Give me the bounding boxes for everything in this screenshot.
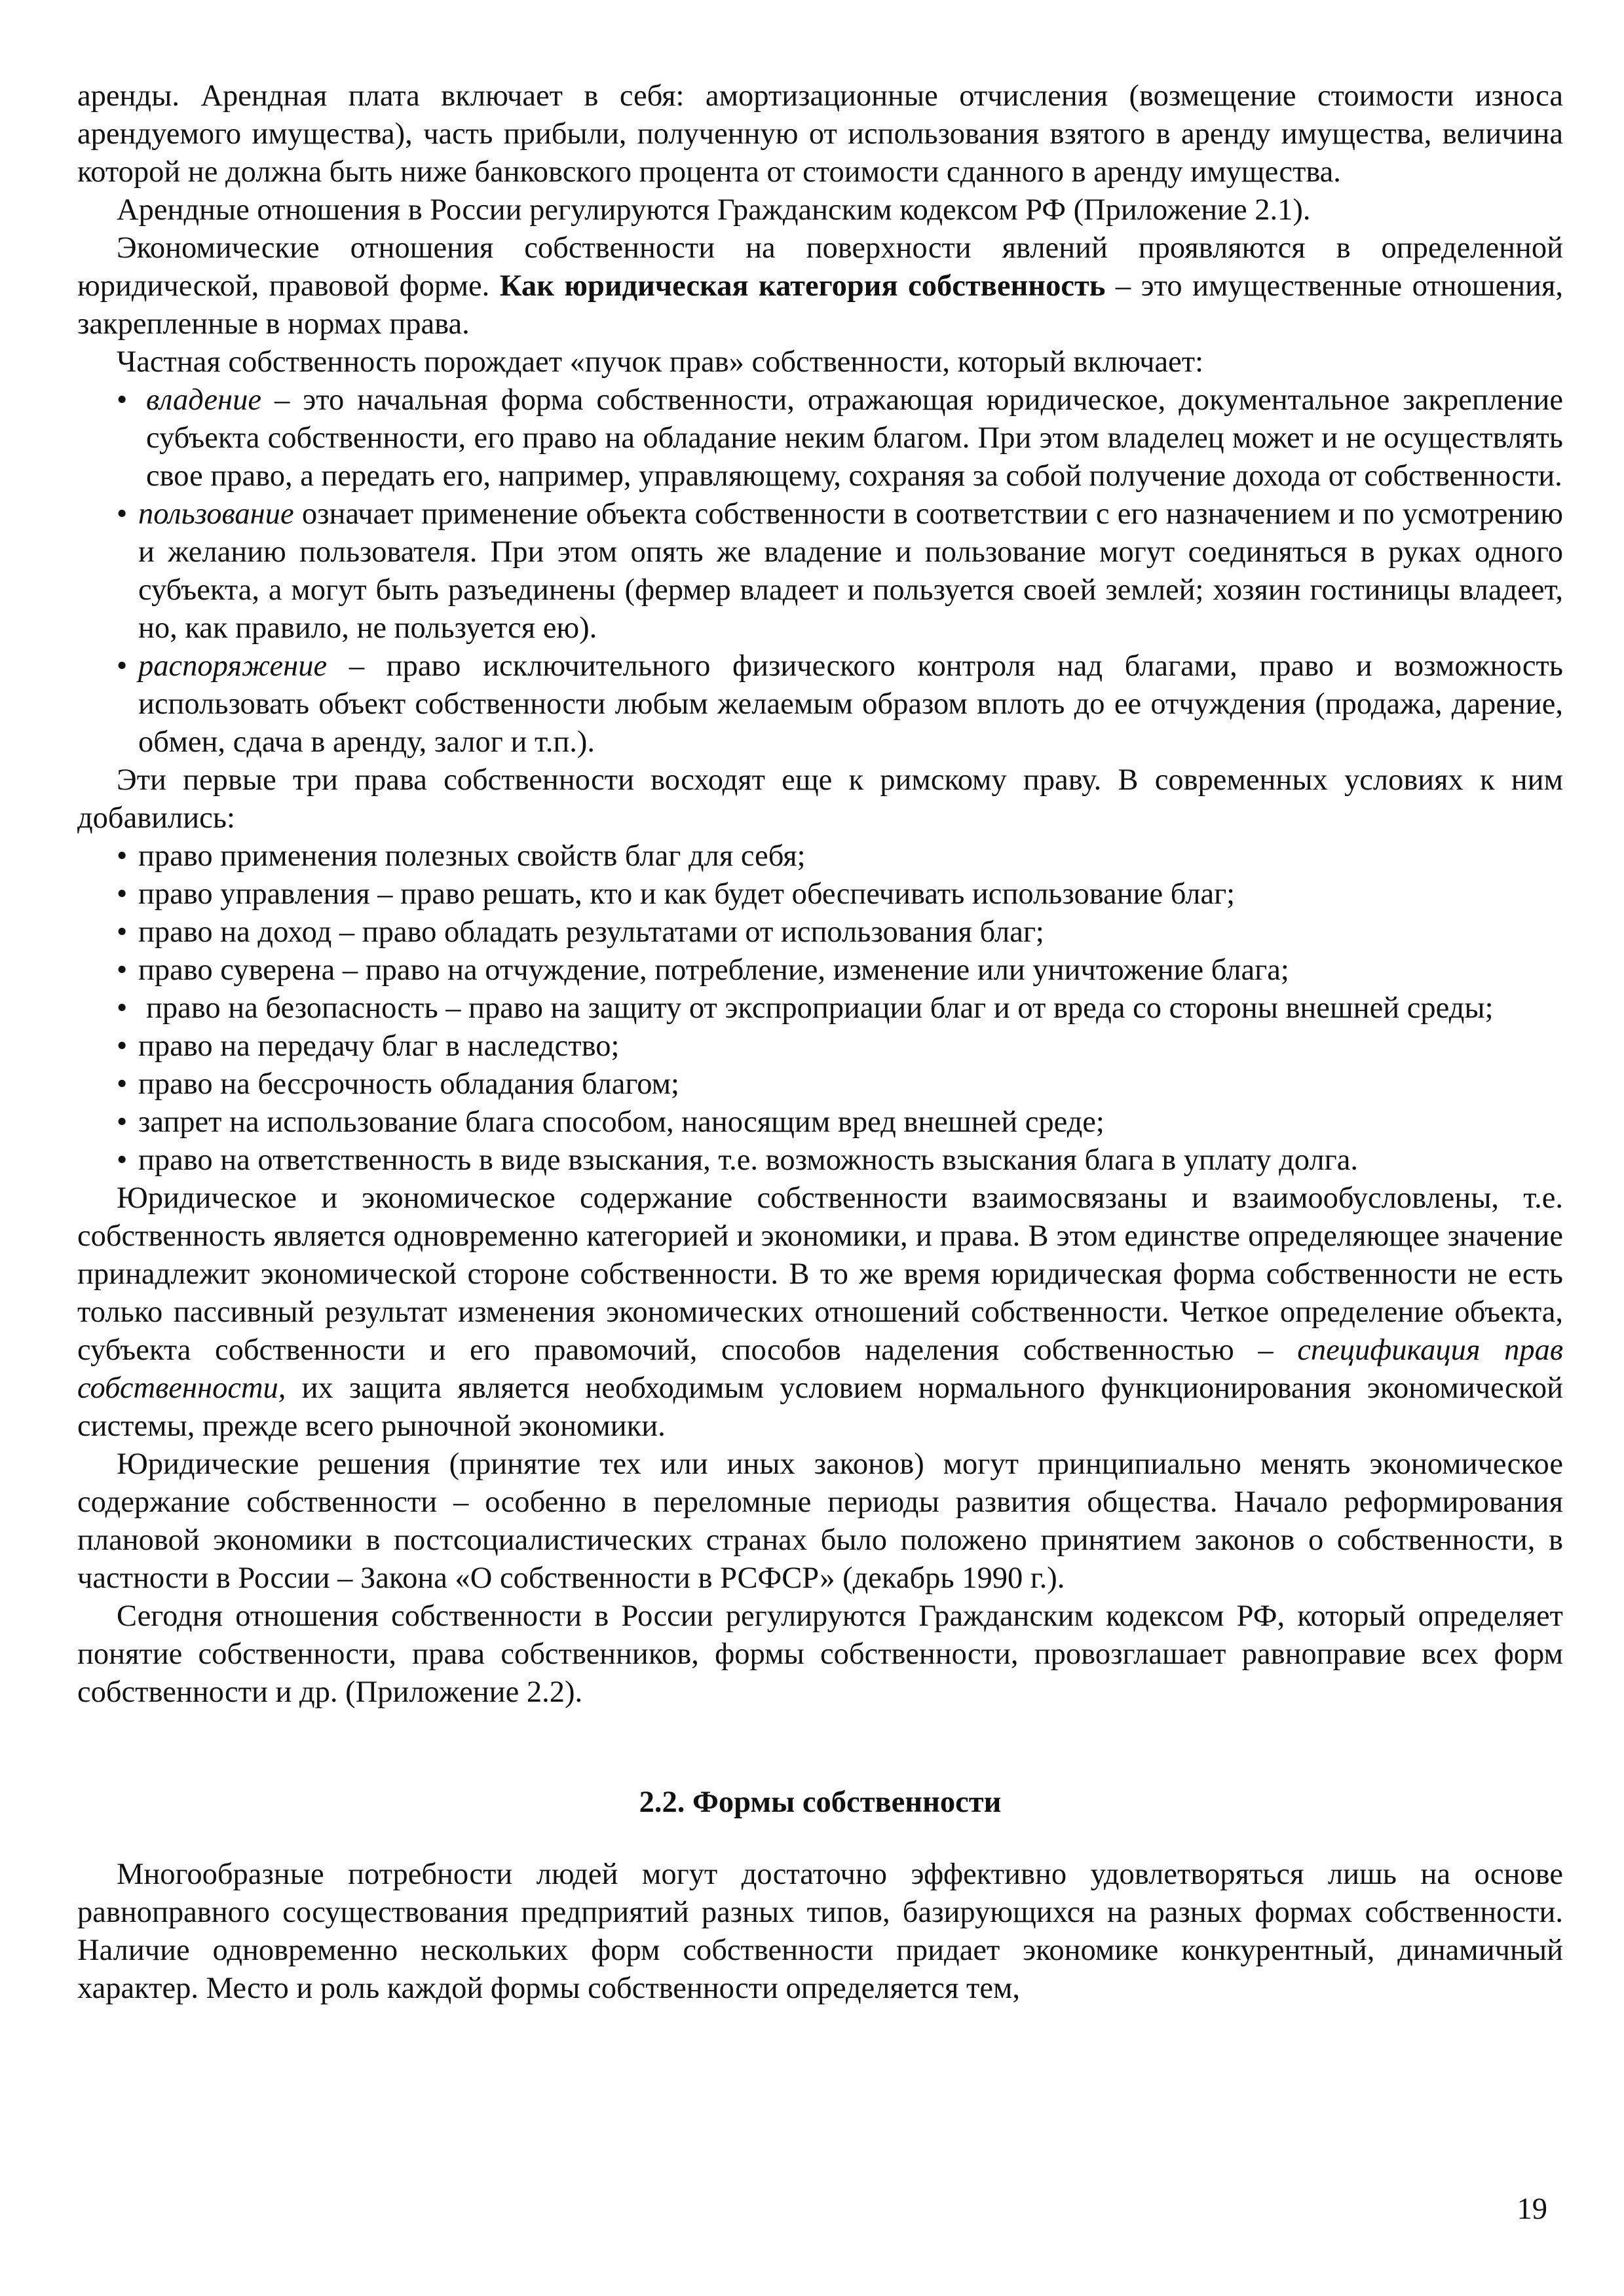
list-item [77, 951, 1563, 989]
section-heading: 2.2. Формы собственности [639, 1786, 1002, 1819]
paragraph-text: Частная собственность порождает «пучок прав» собственности, который включает: [117, 345, 1204, 379]
paragraph-lease-regulation [77, 191, 1563, 229]
list-item-text: право управления – право решать, кто и как будет обеспечивать использование благ; [138, 877, 1236, 911]
list-item [77, 1103, 1563, 1141]
list-item-text: право на передачу благ в наследство; [138, 1029, 620, 1063]
paragraph-text: Эти первые три права собственности восходят еще к римскому праву. В современных условиях к ним добавились: [77, 763, 1563, 835]
paragraph-text: Арендные отношения в России регулируются Гражданским кодексом РФ (Приложение 2.1). [117, 193, 1311, 227]
list-item-text: право суверена – право на отчуждение, потребление, изменение или уничтожение блага; [138, 953, 1289, 987]
list-item [77, 1065, 1563, 1103]
bold-term: Как юридическая категория собственность [499, 269, 1106, 303]
list-item [77, 875, 1563, 913]
paragraph-text: их защита является необходимым условием нормального функционирования экономической системы, прежде всего рыночной экономики. [77, 1371, 1563, 1443]
list-item-text: право на бессрочность обладания благом; [138, 1067, 679, 1101]
italic-term: спецификация прав собственности, [77, 1333, 1564, 1405]
paragraph-text: Многообразные потребности людей могут достаточно эффективно удовлетворяться лишь на основе равноправного сосуществования предприятий разных типов, базирующихся на разных формах собственности. Наличие одновременно нескольких форм собственности придает экономике конкурентный, динамичный характер. Место и роль каждой формы собственности определяется тем, [77, 1858, 1563, 2005]
paragraph-legal-category [77, 229, 1563, 343]
list-item-text: означает применение объекта собственности в соответствии с его назначением и по усмотрению и желанию пользователя. При этом опять же владение и пользование могут соединяться в руках одного субъекта, а могут быть разъединены (фермер владеет и пользуется своей землей; хозяин гостиницы владеет, но, как правило, не пользуется ею). [138, 497, 1563, 645]
bullet: • [117, 383, 128, 417]
paragraph-bundle-of-rights [77, 343, 1563, 381]
bullet: • [117, 649, 128, 683]
list-item [77, 837, 1563, 875]
paragraph-text: Сегодня отношения собственности в России регулируются Гражданским кодексом РФ, который определяет понятие собственности, права собственников, формы собственности, провозглашает равноправие всех форм собственности и др. (Приложение 2.2). [77, 1599, 1563, 1709]
list-item-text: право на ответственность в виде взыскания, т.е. возможность взыскания блага в уплату долга. [138, 1143, 1358, 1177]
paragraph-text: – это имущественные отношения, закрепленные в нормах права. [77, 269, 1563, 341]
bullet: • [117, 991, 128, 1025]
list-item [77, 1141, 1563, 1179]
paragraph-lease-payment [77, 77, 1563, 191]
list-item-text: право применения полезных свойств благ для себя; [138, 839, 806, 873]
italic-term: распоряжение [138, 649, 328, 683]
bullet: • [117, 1143, 128, 1177]
bullet: • [117, 497, 128, 531]
bullet: • [117, 1067, 128, 1101]
list-item [77, 1027, 1563, 1065]
bullet: • [117, 839, 128, 873]
list-item-disposal [77, 647, 1563, 761]
list-item-use [77, 495, 1563, 647]
list-item [77, 913, 1563, 951]
list-item-text: право на доход – право обладать результатами от использования благ; [138, 915, 1044, 949]
paragraph-civil-code [77, 1598, 1563, 1712]
paragraph-roman-law [77, 761, 1563, 837]
paragraph-text: Юридические решения (принятие тех или иных законов) могут принципиально менять экономическое содержание собственности – особенно в переломные периоды развития общества. Начало реформирования плановой экономики в постсоциалистических странах было положено принятием законов о собственности, в частности в России – Закона «О собственности в РСФСР» (декабрь 1990 г.). [77, 1447, 1563, 1595]
italic-term: пользование [138, 497, 294, 531]
list-item-text: – право исключительного физического контроля над благами, право и возможность использовать объект собственности любым желаемым образом вплоть до ее отчуждения (продажа, дарение, обмен, сдача в аренду, залог и т.п.). [138, 649, 1563, 759]
list-item [77, 989, 1563, 1027]
bullet: • [117, 953, 128, 987]
bullet: • [117, 877, 128, 911]
paragraph-forms-of-ownership [77, 1856, 1563, 2008]
bullet: • [117, 1105, 128, 1139]
list-item-possession [77, 381, 1563, 495]
paragraph-legal-economic-content [77, 1179, 1563, 1445]
paragraph-legal-decisions [77, 1445, 1563, 1598]
italic-term: владение [146, 383, 261, 417]
list-item-text: право на безопасность – право на защиту от экспроприации благ и от вреда со стороны внешней среды; [146, 991, 1494, 1025]
document-page [77, 77, 1563, 2008]
paragraph-text: Экономические отношения собственности на поверхности явлений проявляются в определенной юридической, правовой форме. [77, 231, 1563, 303]
list-item-text: запрет на использование блага способом, наносящим вред внешней среде; [138, 1105, 1105, 1139]
bullet: • [117, 1029, 128, 1063]
paragraph-text: Юридическое и экономическое содержание собственности взаимосвязаны и взаимообусловлены, т.е. собственность является одновременно категорией и экономики, и права. В этом единстве определяющее значение принадлежит экономической стороне собственности. В то же время юридическая форма собственности не есть только пассивный результат изменения экономических отношений собственности. Четкое определение объекта, субъекта собственности и его правомочий, способов наделения собственностью – [77, 1181, 1563, 1367]
list-item-text: – это начальная форма собственности, отражающая юридическое, документальное закрепление субъекта собственности, его право на обладание неким благом. При этом владелец может и не осуществлять свое право, а передать его, например, управляющему, сохраняя за собой получение дохода от собственности. [146, 383, 1563, 493]
page-number: 19 [1517, 2192, 1547, 2226]
bullet: • [117, 915, 128, 949]
paragraph-text: аренды. Арендная плата включает в себя: амортизационные отчисления (возмещение стоимости износа арендуемого имущества), часть прибыли, полученную от использования взятого в аренду имущества, величина которой не должна быть ниже банковского процента от стоимости сданного в аренду имущества. [77, 79, 1563, 189]
